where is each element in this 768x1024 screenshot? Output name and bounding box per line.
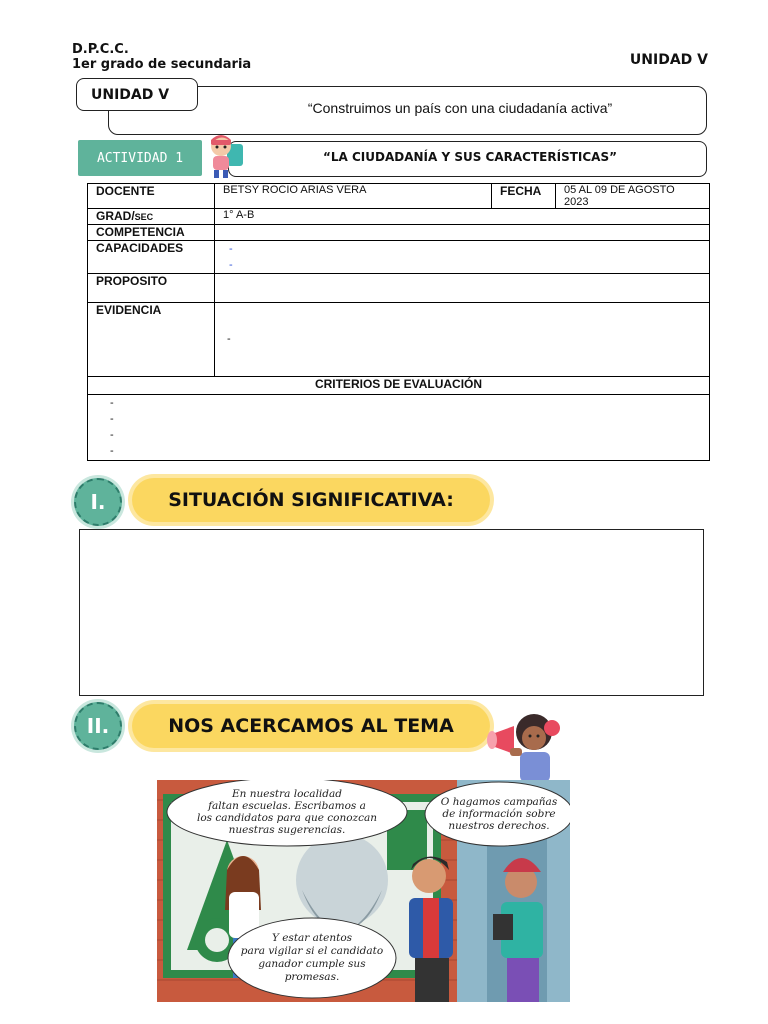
docente-value: BETSY ROCIO ARIAS VERA — [215, 184, 492, 209]
proposito-value — [215, 274, 710, 303]
grade-label: 1er grado de secundaria — [72, 57, 252, 72]
situacion-significativa-box — [79, 529, 704, 696]
criterios-list — [88, 395, 710, 461]
criterios-heading: CRITERIOS DE EVALUACIÓN — [88, 377, 710, 395]
bubble1-line: En nuestra localidad — [232, 788, 342, 800]
megaphone-girl-icon — [484, 708, 574, 784]
grad-value: 1° A-B — [215, 209, 710, 225]
evidencia-value: - — [215, 303, 710, 377]
criterio-item: - — [110, 413, 114, 425]
bubble2-line: O hagamos campañas — [440, 796, 558, 808]
activity-label: ACTIVIDAD 1 — [78, 140, 202, 176]
criterio-item: - — [110, 397, 114, 409]
capacidades-label: CAPACIDADES — [88, 241, 215, 274]
org-name: D.P.C.C. — [72, 42, 129, 57]
proposito-label: PROPOSITO — [88, 274, 215, 303]
competencia-label: COMPETENCIA — [88, 225, 215, 241]
bubble2-line: nuestros derechos. — [448, 820, 550, 832]
bubble2-line: de información sobre — [442, 808, 556, 820]
capacidades-value — [215, 241, 710, 274]
bubble1-line: faltan escuelas. Escribamos a — [208, 800, 366, 812]
criterio-item: - — [110, 445, 114, 457]
bubble3-line: Y estar atentos — [271, 932, 353, 944]
section-1-number: I. — [74, 478, 122, 526]
bubble3-line: promesas. — [284, 971, 340, 983]
criterio-item: - — [110, 429, 114, 441]
student-mascot-icon — [203, 132, 247, 180]
section-1-title: SITUACIÓN SIGNIFICATIVA: — [132, 478, 490, 522]
bubble3-line: para vigilar si el candidato — [240, 945, 384, 957]
bubble1-line: nuestras sugerencias. — [228, 824, 346, 836]
bubble1-line: los candidatos para que conozcan — [197, 812, 377, 824]
bubble3-line: ganador cumple sus — [258, 958, 366, 970]
unit-tab: UNIDAD V — [76, 78, 198, 111]
unit-label-right: UNIDAD V — [629, 52, 708, 68]
section-2-number: II. — [74, 702, 122, 750]
grad-label: GRAD/SEC — [88, 209, 215, 225]
evidencia-label: EVIDENCIA — [88, 303, 215, 377]
section-2-title: NOS ACERCAMOS AL TEMA — [132, 704, 490, 748]
capacidad-item: - — [229, 259, 233, 271]
activity-info-table — [87, 183, 710, 461]
comic-scene — [157, 780, 570, 1002]
comic-illustration — [157, 780, 570, 1002]
capacidad-item: - — [229, 243, 233, 255]
docente-label: DOCENTE — [88, 184, 215, 209]
unit-title: “Construimos un país con una ciudadanía activa” — [307, 100, 613, 116]
fecha-value: 05 AL 09 DE AGOSTO 2023 — [556, 184, 710, 209]
fecha-label: FECHA — [492, 184, 556, 209]
activity-title: “LA CIUDADANÍA Y SUS CARACTERÍSTICAS” — [323, 150, 617, 164]
competencia-value — [215, 225, 710, 241]
document-header — [72, 42, 251, 72]
